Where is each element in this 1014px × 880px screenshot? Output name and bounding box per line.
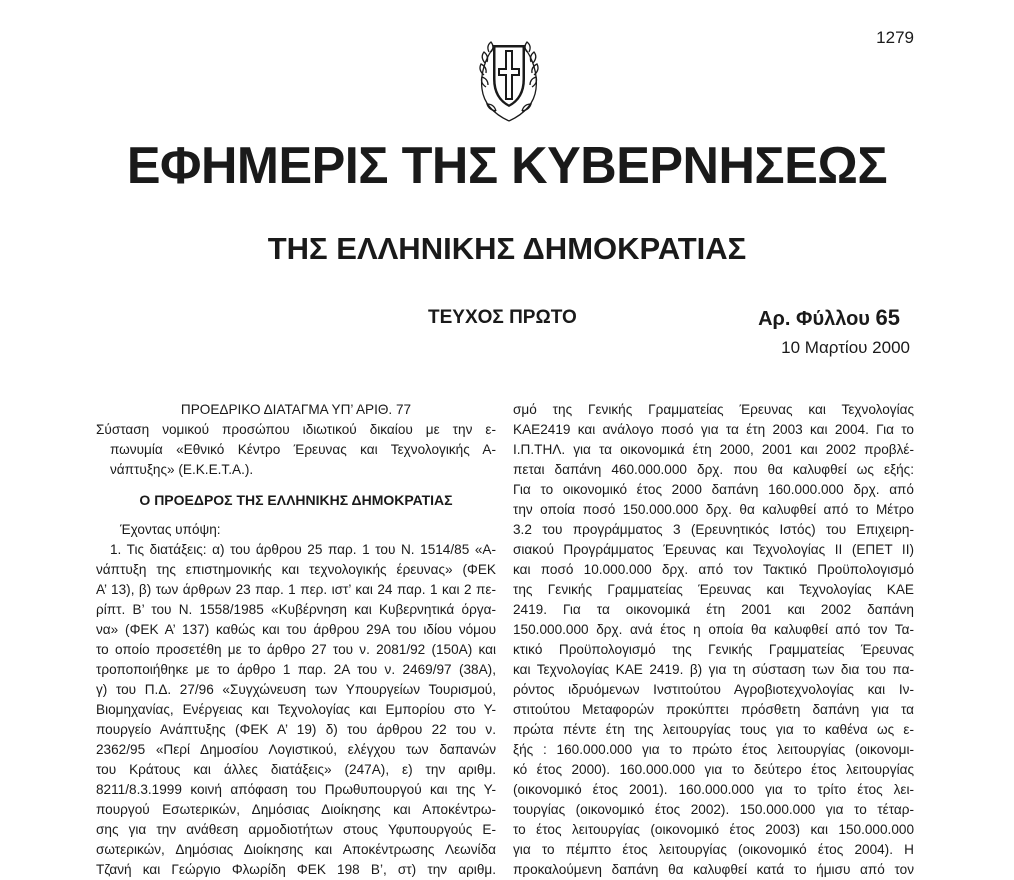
body-line: 2419. Για τα οικονομικά έτη 2001 και 2002 δαπάνη: [513, 602, 914, 617]
body-line: σιακού Προγράμματος Έρευνας και Τεχνολογίας ΙΙ (ΕΠΕΤ ΙΙ): [513, 542, 914, 557]
body-line: νάπτυξη της επιστημονικής και τεχνολογικής έρευνας» (ΦΕΚ: [96, 562, 496, 577]
sheet-number-label: [758, 305, 900, 331]
gazette-subtitle: ΤΗΣ ΕΛΛΗΝΙΚΗΣ ΔΗΜΟΚΡΑΤΙΑΣ: [267, 231, 747, 266]
body-line: σης για την ανάθεση αρμοδιοτήτων στους Υφυπουργούς Ε-: [96, 822, 496, 837]
body-line: 1. Τις διατάξεις: α) του άρθρου 25 παρ. 1 του Ν. 1514/85 «Α-: [110, 542, 496, 557]
body-line: ξής : 160.000.000 για το πρώτο έτος λειτουργίας (οικονομι-: [513, 742, 914, 757]
body-line: τροποποιήθηκε με το άρθρο 1 παρ. 2Α του ν. 2469/97 (38Α),: [96, 662, 496, 677]
gazette-title: ΕΦΗΜΕΡΙΣ ΤΗΣ ΚΥΒΕΡΝΗΣΕΩΣ: [126, 137, 888, 195]
body-line: πεται δαπάνη 460.000.000 δρχ. που θα καλυφθεί ως εξής:: [513, 462, 914, 477]
president-heading: Ο ΠΡΟΕΔΡΟΣ ΤΗΣ ΕΛΛΗΝΙΚΗΣ ΔΗΜΟΚΡΑΤΙΑΣ: [139, 492, 453, 508]
body-line: προκαλούμενη δαπάνη θα καλυφθεί κατά το ήμισυ από τον: [513, 862, 914, 877]
body-line: πουργείο Ανάπτυξης (ΦΕΚ Α’ 19) δ) του άρθρου 22 του ν.: [96, 722, 496, 737]
body-line: την οποία ποσό 150.000.000 δρχ. θα καλυφθεί από το Μέτρο: [513, 502, 914, 517]
left-column: [96, 400, 496, 880]
issue-label: ΤΕΥΧΟΣ ΠΡΩΤΟ: [428, 307, 577, 328]
body-line: στιτούτου Μεταφορών προκύπτει πρόσθετη δαπάνη για τα: [513, 702, 914, 717]
body-line: Για το οικονομικό έτος 2000 δαπάνη 160.000.000 δρχ. από: [513, 482, 914, 497]
sheet-number: 65: [875, 305, 900, 330]
body-line: πρώτα πέντε έτη της λειτουργίας τους για το καθένα ως ε-: [513, 722, 914, 737]
body-line: πουργού Εσωτερικών, Δημόσιας Διοίκησης και Αποκέντρω-: [96, 802, 496, 817]
body-line: 2362/95 «Περί Δημοσίου Λογιστικού, ελέγχου των δαπανών: [96, 742, 496, 757]
body-line: (οικονομικό έτος 2001). 160.000.000 για το τρίτο έτος λει-: [513, 782, 914, 797]
body-line: της Γενικής Γραμματείας Έρευνας και Τεχνολογίας ΚΑΕ: [513, 582, 914, 597]
body-line: ρίπτ. Β’ του Ν. 1558/1985 «Κυβέρνηση και Κυβερνητικά όργα-: [96, 602, 496, 617]
issue-date: 10 Μαρτίου 2000: [781, 338, 910, 357]
right-column: [513, 400, 914, 880]
body-line: ΚΑΕ2419 και ανάλογο ποσό για τα έτη 2003 και 2004. Για το: [513, 422, 914, 437]
body-line: Ι.Π.ΤΗΛ. για τα οικονομικά έτη 2000, 2001 και 2002 προβλέ-: [513, 442, 914, 457]
body-line: 8211/8.3.1999 κοινή απόφαση του Πρωθυπουργού και της Υ-: [96, 782, 496, 797]
body-line: σμό της Γενικής Γραμματείας Έρευνας και Τεχνολογίας: [513, 402, 914, 417]
decree-heading: ΠΡΟΕΔΡΙΚΟ ΔΙΑΤΑΓΜΑ ΥΠ’ ΑΡΙΘ. 77: [180, 402, 412, 417]
body-line: τουργίας (οικονομικό έτος 2002). 150.000.000 για το τέταρ-: [513, 802, 914, 817]
body-line: Τζανή και Γεώργιο Φλωρίδη ΦΕΚ 198 Β’, στ) την αριθμ.: [96, 862, 496, 877]
coat-of-arms-emblem: [474, 17, 544, 123]
body-line: 3.2 του προγράμματος 3 (Ερευνητικός Ιστός) του Επιχειρη-: [513, 522, 914, 537]
body-line: για το πέμπτο έτος λειτουργίας (οικονομικό έτος 2004). Η: [513, 842, 914, 857]
body-line: το έτος λειτουργίας (οικονομικό έτος 2003) και 150.000.000: [513, 822, 914, 837]
body-line: κό έτος 2000). 160.000.000 για το δεύτερο έτος λειτουργίας: [513, 762, 914, 777]
body-line: του Κράτους και άλλες διατάξεις» (247Α), ε) την αριθμ.: [96, 762, 496, 777]
sheet-label: Αρ. Φύλλου: [758, 308, 870, 330]
considering-line: Έχοντας υπόψη:: [120, 522, 221, 537]
body-line: να» (ΦΕΚ Α’ 137) καθώς και του άρθρου 29Α του ιδίου νόμου: [96, 622, 496, 637]
page-number: 1279: [876, 28, 914, 47]
decree-subject-line: νάπτυξης» (Ε.Κ.Ε.Τ.Α.).: [110, 462, 254, 477]
body-line: γ) του Π.Δ. 27/96 «Συγχώνευση των Υπουργείων Τουρισμού,: [96, 682, 496, 697]
body-line: Α’ 13), β) των άρθρων 23 παρ. 1 περ. ιστ’ και 24 παρ. 1 και 2 πε-: [96, 582, 496, 597]
body-line: 150.000.000 δρχ. ανά έτος η οποία θα καλυφθεί από τον Τα-: [513, 622, 914, 637]
body-line: σωτερικών, Δημόσιας Διοίκησης και Αποκέντρωσης Λεωνίδα: [96, 842, 496, 857]
body-line: ρόντος ιδρυόμενων Ινστιτούτου Αγροβιοτεχνολογίας και Ιν-: [513, 682, 914, 697]
body-line: και Τεχνολογίας ΚΑΕ 2419. β) για τη σύσταση των δια του πα-: [513, 662, 914, 677]
body-line: κτικό Προϋπολογισμό της Γενικής Γραμματείας Έρευνας: [513, 642, 914, 657]
decree-subject-line: πωνυμία «Εθνικό Κέντρο Έρευνας και Τεχνολογικής Α-: [110, 442, 496, 457]
body-line: το οποίο προσετέθη με το άρθρο 27 του ν. 2081/92 (150Α) και: [96, 642, 496, 657]
body-line: Βιομηχανίας, Ενέργειας και Τεχνολογίας και Εμπορίου στο Υ-: [96, 702, 496, 717]
decree-subject-line: Σύσταση νομικού προσώπου ιδιωτικού δικαίου με την ε-: [96, 422, 496, 437]
body-line: και ποσό 10.000.000 δρχ. από τον Τακτικό Προϋπολογισμό: [513, 562, 914, 577]
